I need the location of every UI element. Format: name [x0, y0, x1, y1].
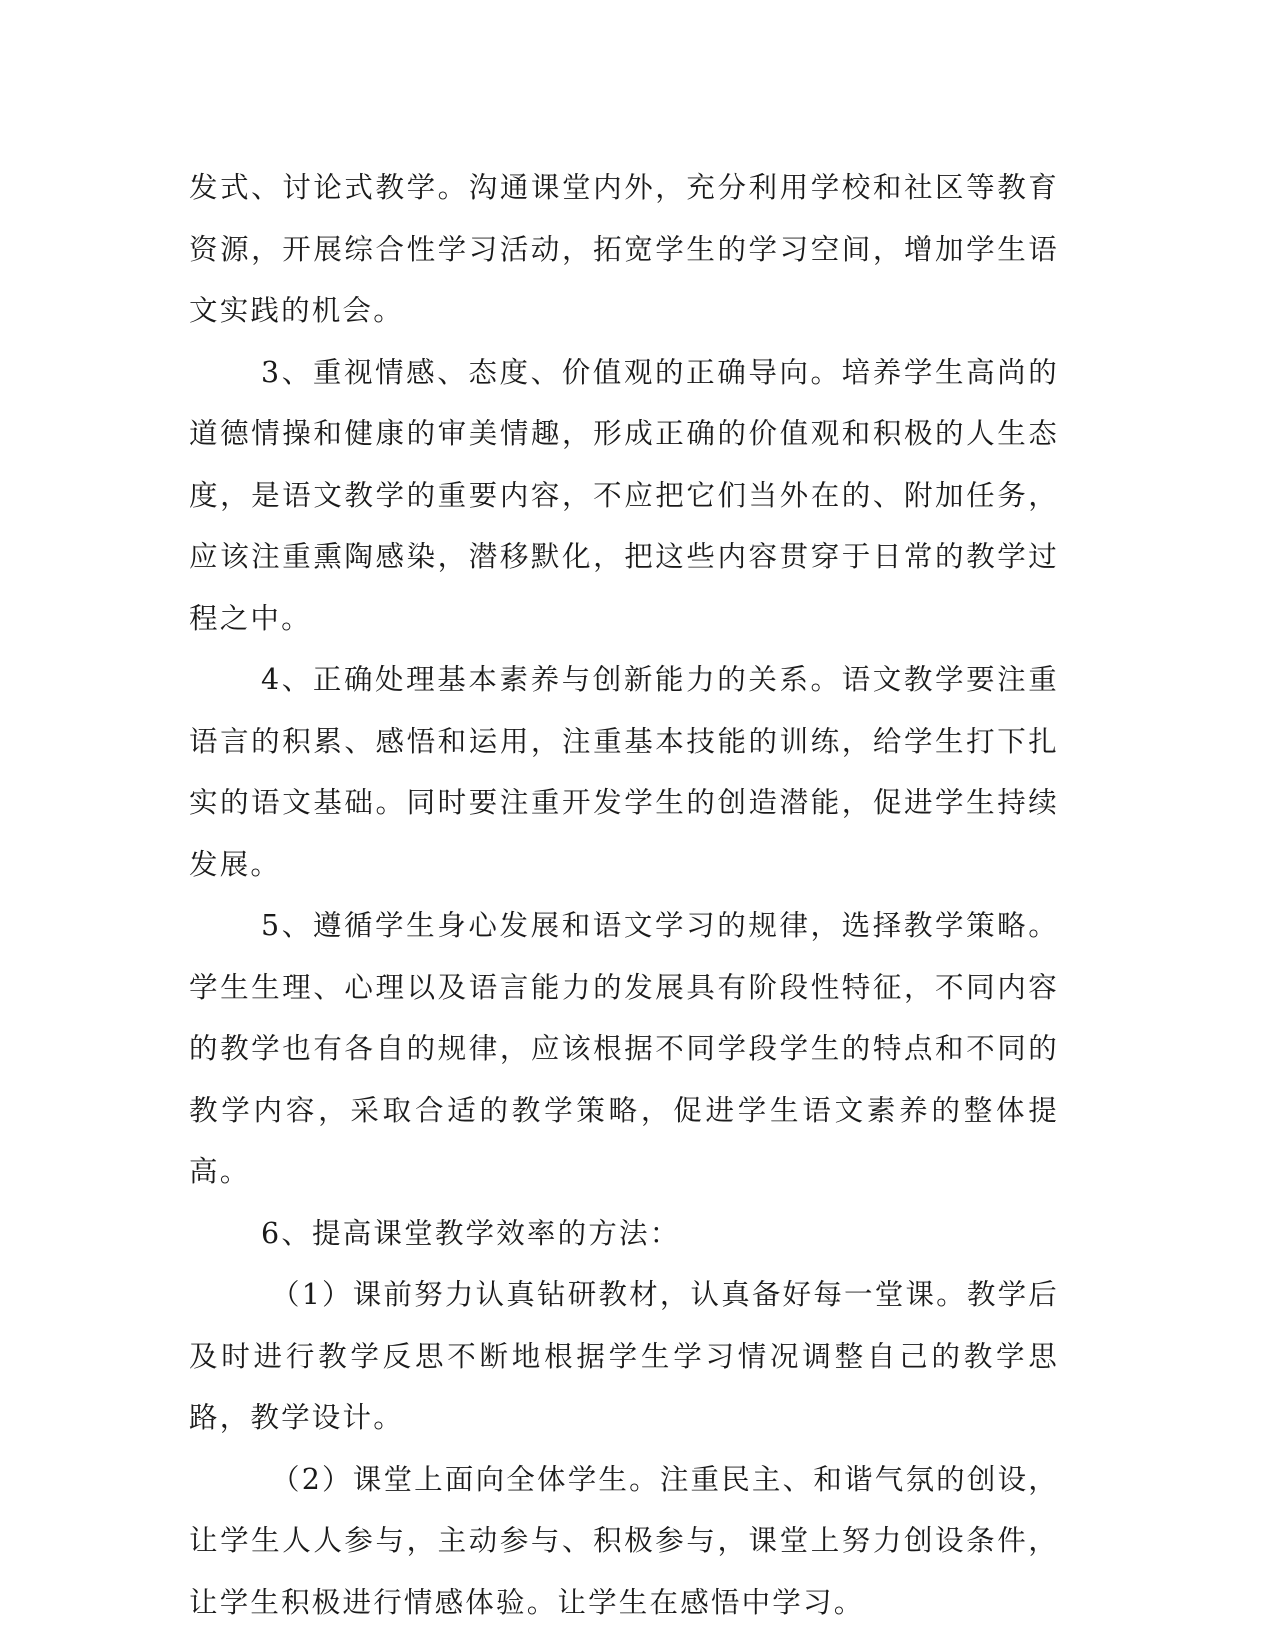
paragraph-item-6: 6、提高课堂教学效率的方法：: [261, 1216, 681, 1250]
paragraph-subitem-1: （1）课前努力认真钻研教材，认真备好每一堂课。教学后及时进行教学反思不断地根据学生学习情况调整自己的教学思路，教学设计。: [189, 1278, 1059, 1434]
paragraph-item-4: 4、正确处理基本素养与创新能力的关系。语文教学要注重语言的积累、感悟和运用，注重基本技能的训练，给学生打下扎实的语文基础。同时要注重开发学生的创造潜能，促进学生持续发展。: [189, 663, 1059, 881]
document-body: [189, 157, 1059, 1633]
paragraph-continuation: 发式、讨论式教学。沟通课堂内外，充分利用学校和社区等教育资源，开展综合性学习活动，拓宽学生的学习空间，增加学生语文实践的机会。: [189, 171, 1059, 327]
paragraph-item-3: 3、重视情感、态度、价值观的正确导向。培养学生高尚的道德情操和健康的审美情趣，形成正确的价值观和积极的人生态度，是语文教学的重要内容，不应把它们当外在的、附加任务，应该注重熏陶感染，潜移默化，把这些内容贯穿于日常的教学过程之中。: [189, 355, 1059, 635]
paragraph-item-5: 5、遵循学生身心发展和语文学习的规律，选择教学策略。学生生理、心理以及语言能力的发展具有阶段性特征，不同内容的教学也有各自的规律，应该根据不同学段学生的特点和不同的教学内容，采取合适的教学策略，促进学生语文素养的整体提高。: [189, 909, 1059, 1188]
paragraph-subitem-2: （2）课堂上面向全体学生。注重民主、和谐气氛的创设，让学生人人参与，主动参与、积极参与，课堂上努力创设条件，让学生积极进行情感体验。让学生在感悟中学习。: [189, 1462, 1059, 1619]
